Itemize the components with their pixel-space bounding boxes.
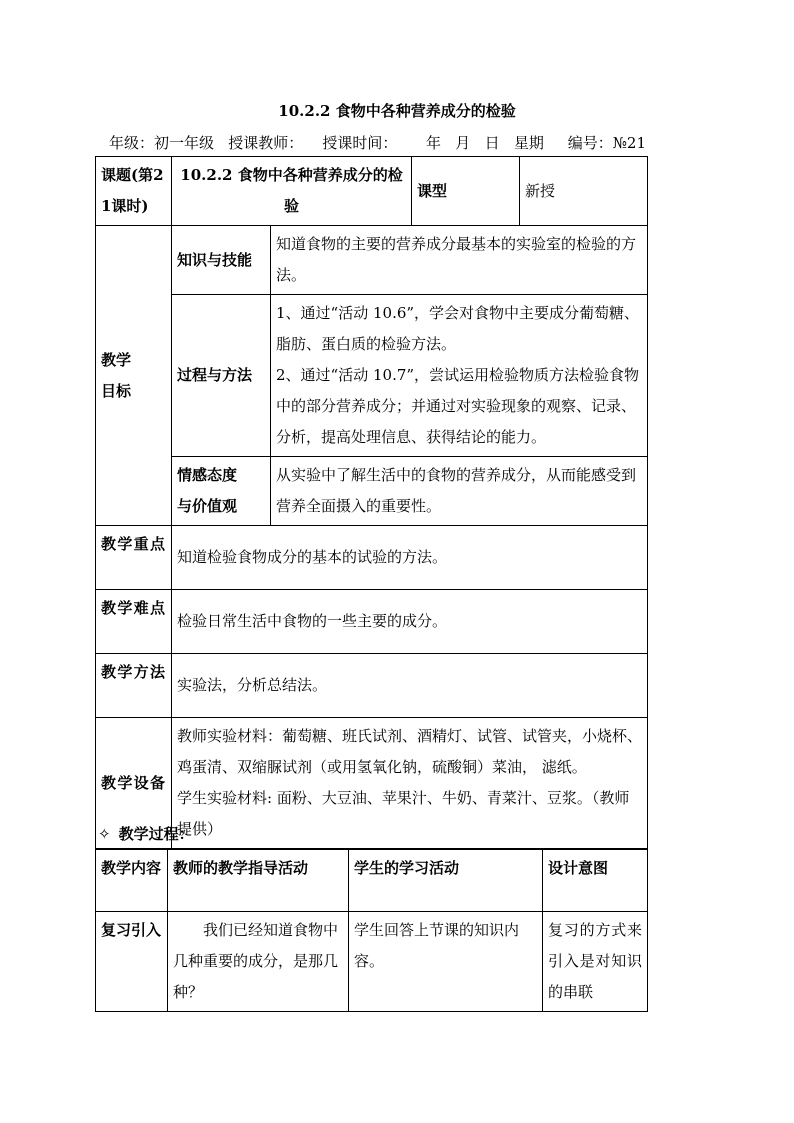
table-row <box>96 912 648 1012</box>
process-heading <box>98 823 194 844</box>
page-title: 10.2.2 食物中各种营养成分的检验 <box>278 102 516 120</box>
equipment-text <box>172 718 648 849</box>
row-student: 学生回答上节课的知识内容。 <box>349 912 543 1012</box>
type-value: 新授 <box>520 157 648 226</box>
objectives-label: 教学目标 <box>96 226 172 526</box>
knowledge-text: 知道食物的主要的营养成分最基本的实验室的检验的方法。 <box>271 226 648 295</box>
process-header-teacher: 教师的教学指导活动 <box>168 850 349 912</box>
row-intent: 复习的方式来引入是对知识的串联 <box>543 912 648 1012</box>
difficulty-text: 检验日常生活中食物的一些主要的成分。 <box>172 590 648 654</box>
lesson-info-line: 年级：初一年级 授课教师： 授课时间： 年 月 日 星期 编号：№21 <box>109 134 647 152</box>
process-header-intent: 设计意图 <box>543 850 648 912</box>
lesson-plan-table <box>95 156 648 849</box>
process-title: 教学过程： <box>118 825 194 843</box>
process-method-text <box>271 295 648 457</box>
equipment-label: 教学设备 <box>96 718 172 849</box>
process-header-content: 教学内容 <box>96 850 168 912</box>
method-text: 实验法，分析总结法。 <box>172 654 648 718</box>
process-method-item-1: 1、通过“活动 10.6”，学会对食物中主要成分葡萄糖、脂肪、蛋白质的检验方法。 <box>276 304 640 353</box>
topic-value: 10.2.2 食物中各种营养成分的检验 <box>172 157 412 226</box>
topic-label: 课题(第21课时) <box>96 157 172 226</box>
diamond-icon: ✧ <box>98 825 111 843</box>
key-point-label: 教学重点 <box>96 526 172 590</box>
difficulty-label: 教学难点 <box>96 590 172 654</box>
process-header-student: 学生的学习活动 <box>349 850 543 912</box>
method-label: 教学方法 <box>96 654 172 718</box>
attitude-label: 情感态度与价值观 <box>172 457 271 526</box>
attitude-text: 从实验中了解生活中的食物的营养成分，从而能感受到营养全面摄入的重要性。 <box>271 457 648 526</box>
process-method-label: 过程与方法 <box>172 295 271 457</box>
row-content: 复习引入 <box>96 912 168 1012</box>
key-point-text: 知道检验食物成分的基本的试验的方法。 <box>172 526 648 590</box>
teacher-materials: 教师实验材料：葡萄糖、班氏试剂、酒精灯、试管、试管夹，小烧杯、鸡蛋清、双缩脲试剂（或用氢氧化钠，硫酸铜）菜油， 滤纸。 <box>177 727 643 776</box>
row-teacher: 我们已经知道食物中几种重要的成分，是那几种？ <box>168 912 349 1012</box>
process-method-item-2: 2、通过“活动 10.7”，尝试运用检验物质方法检验食物中的部分营养成分；并通过对实验现象的观察、记录、分析，提高处理信息、获得结论的能力。 <box>276 366 640 446</box>
knowledge-label: 知识与技能 <box>172 226 271 295</box>
type-label: 课型 <box>412 157 520 226</box>
student-materials: 学生实验材料: 面粉、大豆油、苹果汁、牛奶、青菜汁、豆浆。（教师提供） <box>177 789 630 838</box>
process-table <box>95 849 648 1012</box>
